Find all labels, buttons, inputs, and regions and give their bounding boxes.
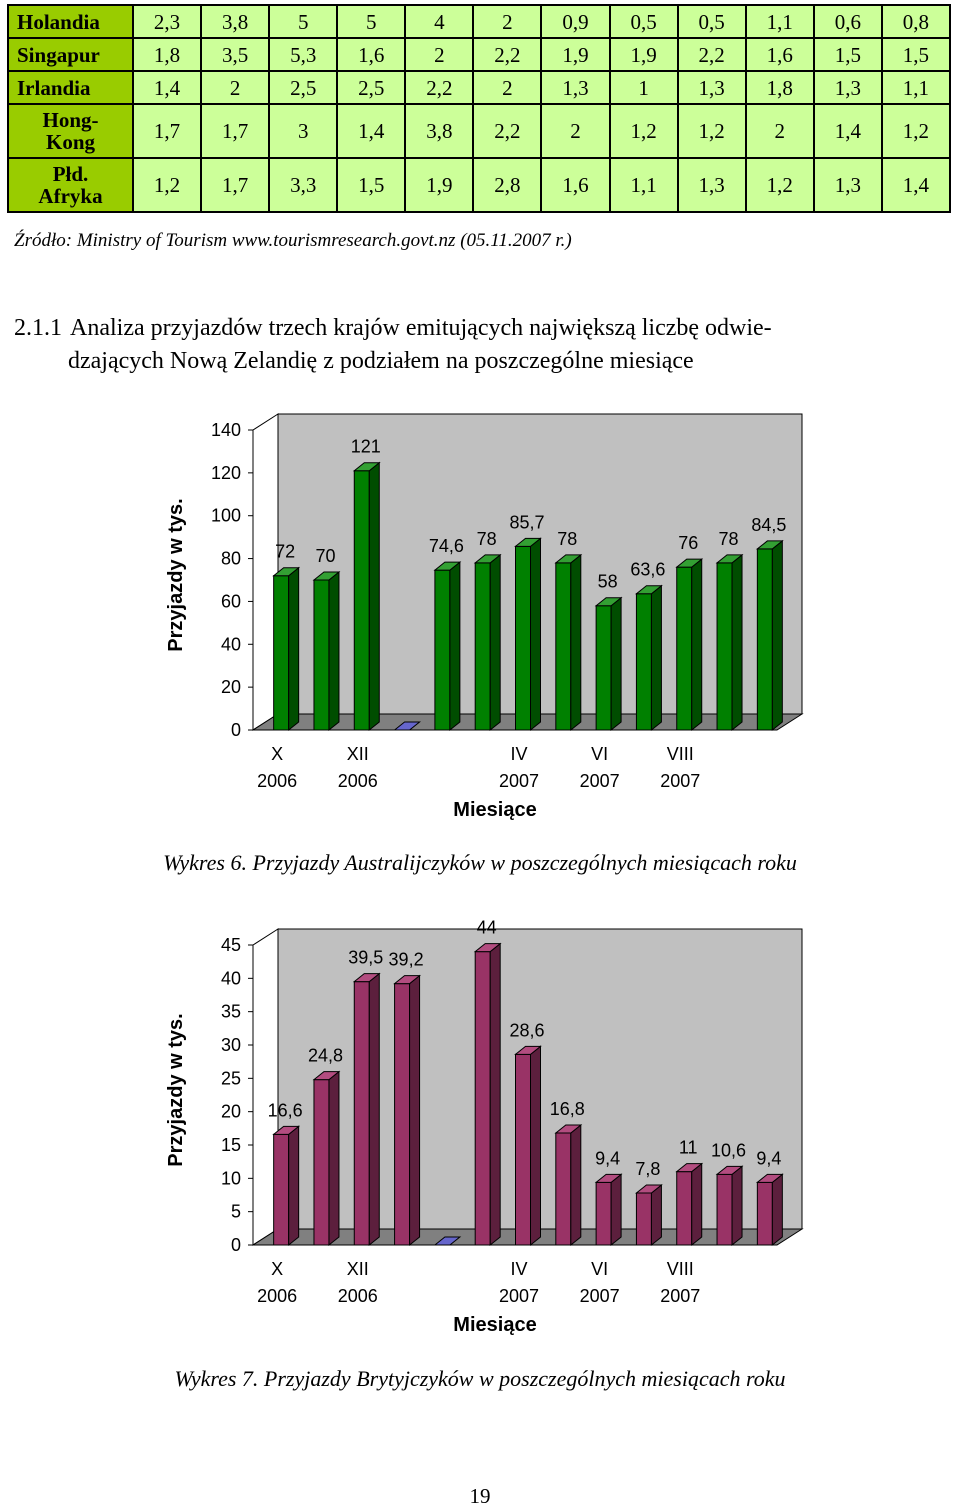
bar-side: [531, 538, 541, 730]
bar-side: [329, 1072, 339, 1245]
bar: [757, 1182, 772, 1245]
value-cell: 3,3: [269, 158, 337, 212]
value-cell: 1,6: [746, 38, 814, 71]
section-title-line1: Analiza przyjazdów trzech krajów emitujących największą liczbę odwie-: [70, 315, 772, 341]
x-tick-label-month: VIII: [666, 744, 694, 764]
x-axis-title: Miesiące: [453, 1314, 537, 1336]
value-cell: 5: [269, 5, 337, 38]
x-tick-label-year: 2006: [337, 1286, 378, 1306]
value-cell: 1,4: [337, 104, 405, 158]
data-label: 11: [678, 1137, 698, 1158]
y-tick-label: 20: [220, 1101, 241, 1122]
bar-side: [772, 1174, 782, 1245]
data-label: 9,4: [756, 1148, 782, 1169]
value-cell: 3,8: [201, 5, 269, 38]
value-cell: 0,5: [678, 5, 746, 38]
table-row: [8, 38, 950, 71]
bar: [274, 576, 289, 730]
data-label: 76: [678, 533, 699, 554]
value-cell: 0,9: [541, 5, 609, 38]
chart1-caption: Wykres 6. Przyjazdy Australijczyków w poszczególnych miesiącach roku: [163, 850, 797, 875]
value-cell: 1,3: [814, 71, 882, 104]
y-axis-title: Przyjazdy w tys.: [165, 1013, 187, 1167]
x-tick-label-year: 2007: [579, 1286, 620, 1306]
x-tick-label-month: IV: [510, 1259, 528, 1279]
x-tick-label-year: 2006: [257, 771, 298, 791]
data-label: 78: [476, 528, 497, 549]
bar-side: [531, 1046, 541, 1245]
bar-side: [369, 974, 379, 1245]
value-cell: 0,6: [814, 5, 882, 38]
value-cell: 1,9: [405, 158, 473, 212]
value-cell: 1,4: [133, 71, 201, 104]
value-cell: 1,7: [133, 104, 201, 158]
value-cell: 1,5: [882, 38, 950, 71]
x-axis-title: Miesiące: [453, 799, 537, 821]
value-cell: 2,5: [269, 71, 337, 104]
arrivals-table: [7, 4, 951, 213]
value-cell: 1,1: [746, 5, 814, 38]
data-label: 121: [350, 436, 381, 457]
bar-side: [571, 1125, 581, 1245]
bar: [274, 1134, 289, 1245]
bar: [757, 549, 772, 730]
data-label: 39,2: [388, 949, 424, 970]
y-tick-label: 80: [220, 548, 241, 569]
data-label: 16,8: [549, 1099, 585, 1119]
data-label: 7,8: [635, 1159, 661, 1179]
value-cell: 1,9: [541, 38, 609, 71]
data-label: 24,8: [307, 1045, 343, 1066]
value-cell: 2: [201, 71, 269, 104]
country-cell: Płd. Afryka: [8, 158, 133, 212]
bar-side: [772, 541, 782, 730]
bar: [596, 1182, 611, 1245]
bar: [717, 1174, 732, 1245]
value-cell: 1,4: [814, 104, 882, 158]
data-label: 39,5: [348, 947, 384, 968]
bar-side: [289, 1126, 299, 1245]
data-label: 84,5: [751, 514, 787, 535]
bar: [516, 546, 531, 730]
value-cell: 3,8: [405, 104, 473, 158]
page-number: 19: [469, 1484, 491, 1508]
value-cell: 1,2: [882, 104, 950, 158]
y-tick-label: 60: [220, 591, 241, 612]
bar-side: [692, 559, 702, 730]
x-tick-label-year: 2006: [257, 1286, 298, 1306]
value-cell: 1,4: [882, 158, 950, 212]
bar-side: [450, 562, 460, 730]
data-label: 70: [315, 546, 336, 566]
value-cell: 1,6: [541, 158, 609, 212]
bar-side: [369, 463, 379, 730]
value-cell: 1,3: [814, 158, 882, 212]
data-label: 74,6: [428, 536, 464, 557]
bar: [636, 1193, 651, 1245]
data-label: 28,6: [509, 1020, 545, 1041]
bar: [556, 563, 571, 730]
bar: [677, 1172, 692, 1245]
value-cell: 1,2: [746, 158, 814, 212]
section-title-line2: dzających Nową Zelandię z podziałem na poszczególne miesiące: [68, 348, 694, 374]
y-tick-label: 0: [230, 1235, 241, 1255]
data-label: 78: [718, 528, 739, 549]
bar: [596, 606, 611, 730]
country-cell: Holandia: [8, 5, 133, 38]
data-label: 58: [597, 571, 618, 592]
bar: [717, 563, 732, 730]
bar: [314, 1080, 329, 1245]
y-tick-label: 10: [220, 1168, 241, 1189]
bar-side: [329, 572, 339, 730]
x-tick-label-year: 2007: [660, 771, 701, 791]
value-cell: 2,2: [678, 38, 746, 71]
value-cell: 5: [337, 5, 405, 38]
bar: [475, 563, 490, 730]
value-cell: 1,1: [610, 158, 678, 212]
value-cell: 1,7: [201, 104, 269, 158]
value-cell: 0,8: [882, 5, 950, 38]
data-label: 78: [557, 528, 578, 549]
table-row: [8, 71, 950, 104]
value-cell: 1,2: [133, 158, 201, 212]
bar-side: [490, 944, 500, 1245]
bar: [677, 567, 692, 730]
y-tick-label: 40: [220, 968, 241, 989]
source-note: Źródło: Ministry of Tourism www.tourismresearch.govt.nz (05.11.2007 r.): [14, 230, 572, 251]
bar: [314, 580, 329, 730]
bar-side: [692, 1164, 702, 1245]
x-tick-label-month: X: [271, 1259, 284, 1279]
value-cell: 3,5: [201, 38, 269, 71]
value-cell: 2,3: [133, 5, 201, 38]
value-cell: 2,2: [473, 38, 541, 71]
y-tick-label: 120: [210, 462, 241, 483]
y-tick-label: 0: [230, 720, 241, 740]
table-row: [8, 5, 950, 38]
bar: [395, 984, 410, 1245]
x-tick-label-year: 2006: [337, 771, 378, 791]
value-cell: 2: [473, 71, 541, 104]
value-cell: 1,3: [678, 71, 746, 104]
bar-side: [611, 598, 621, 730]
value-cell: 2,2: [473, 104, 541, 158]
x-tick-label-month: VIII: [666, 1259, 694, 1279]
y-tick-label: 20: [220, 677, 241, 698]
value-cell: 2: [541, 104, 609, 158]
bar: [435, 570, 450, 730]
value-cell: 1,9: [610, 38, 678, 71]
value-cell: 2,5: [337, 71, 405, 104]
value-cell: 3: [269, 104, 337, 158]
y-tick-label: 100: [210, 505, 241, 526]
country-cell: Irlandia: [8, 71, 133, 104]
y-tick-label: 35: [220, 1001, 241, 1022]
value-cell: 1,3: [678, 158, 746, 212]
data-label: 9,4: [595, 1148, 621, 1169]
y-tick-label: 5: [230, 1201, 241, 1222]
y-tick-label: 40: [220, 634, 241, 655]
value-cell: 2: [746, 104, 814, 158]
x-tick-label-year: 2007: [498, 1286, 540, 1306]
value-cell: 2,8: [473, 158, 541, 212]
bar: [354, 982, 369, 1245]
data-label: 85,7: [509, 512, 545, 533]
value-cell: 1,8: [746, 71, 814, 104]
bar: [516, 1054, 531, 1245]
table-row: [8, 104, 950, 158]
x-tick-label-month: X: [271, 744, 284, 764]
value-cell: 0,5: [610, 5, 678, 38]
data-label: 16,6: [267, 1100, 303, 1121]
value-cell: 1,7: [201, 158, 269, 212]
bar: [556, 1133, 571, 1245]
bar-side: [611, 1174, 621, 1245]
bar-side: [732, 555, 742, 730]
value-cell: 4: [405, 5, 473, 38]
bar: [475, 952, 490, 1245]
value-cell: 2: [405, 38, 473, 71]
x-tick-label-month: XII: [346, 744, 369, 764]
value-cell: 1: [610, 71, 678, 104]
data-label: 44: [476, 917, 497, 938]
value-cell: 1,2: [610, 104, 678, 158]
data-label: 72: [275, 541, 296, 562]
bar-side: [732, 1166, 742, 1245]
x-tick-label-month: VI: [591, 744, 609, 764]
y-tick-label: 25: [220, 1068, 241, 1089]
section-heading: [14, 312, 944, 378]
bar: [354, 471, 369, 730]
data-label: 63,6: [630, 559, 666, 580]
x-tick-label-year: 2007: [660, 1286, 701, 1306]
x-tick-label-month: IV: [510, 744, 528, 764]
data-label: 10,6: [711, 1140, 747, 1161]
value-cell: 5,3: [269, 38, 337, 71]
y-tick-label: 140: [210, 420, 241, 440]
x-tick-label-month: VI: [591, 1259, 609, 1279]
bar-side: [410, 976, 420, 1245]
y-tick-label: 30: [220, 1035, 241, 1055]
value-cell: 2: [473, 5, 541, 38]
bar-side: [651, 586, 661, 730]
bar-side: [289, 568, 299, 730]
value-cell: 1,1: [882, 71, 950, 104]
bar-side: [571, 555, 581, 730]
value-cell: 2,2: [405, 71, 473, 104]
table-row: [8, 158, 950, 212]
country-cell: Hong- Kong: [8, 104, 133, 158]
y-tick-label: 45: [220, 935, 241, 955]
bar: [636, 594, 651, 730]
value-cell: 1,2: [678, 104, 746, 158]
x-tick-label-month: XII: [346, 1259, 369, 1279]
bar-side: [490, 555, 500, 730]
chart2-caption: Wykres 7. Przyjazdy Brytyjczyków w poszczególnych miesiącach roku: [174, 1366, 786, 1391]
section-number: 2.1.1: [14, 315, 62, 341]
chart-britons: [0, 915, 960, 1345]
value-cell: 1,8: [133, 38, 201, 71]
y-axis-title: Przyjazdy w tys.: [165, 498, 187, 652]
value-cell: 1,5: [337, 158, 405, 212]
chart-australians: [0, 400, 960, 830]
x-tick-label-year: 2007: [579, 771, 620, 791]
y-tick-label: 15: [220, 1135, 241, 1155]
country-cell: Singapur: [8, 38, 133, 71]
value-cell: 1,6: [337, 38, 405, 71]
bar-side: [651, 1185, 661, 1245]
x-tick-label-year: 2007: [498, 771, 540, 791]
value-cell: 1,3: [541, 71, 609, 104]
value-cell: 1,5: [814, 38, 882, 71]
